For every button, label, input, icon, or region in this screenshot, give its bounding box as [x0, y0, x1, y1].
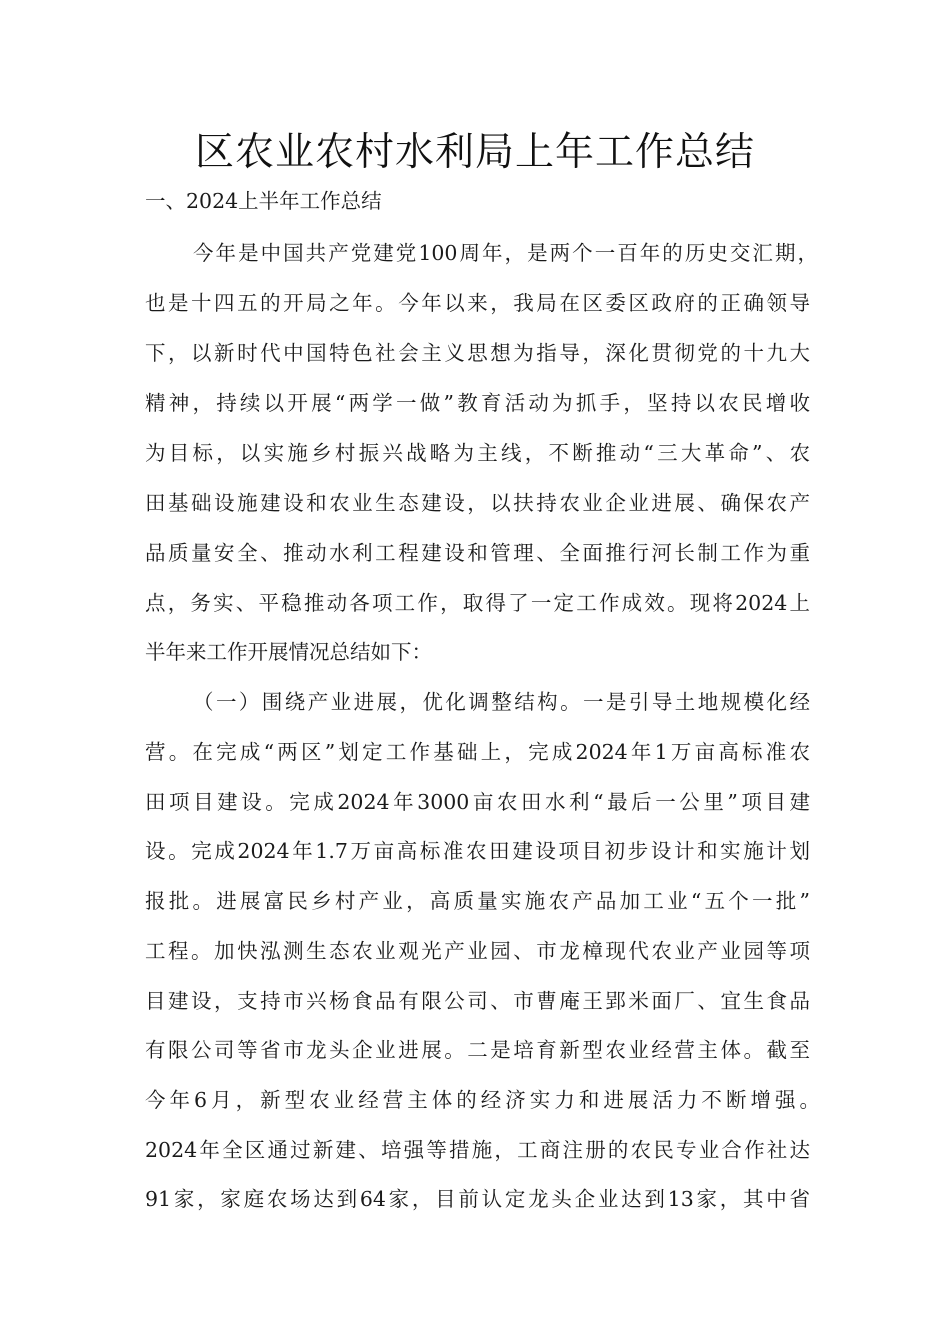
paragraph-line: 下，以新时代中国特色社会主义思想为指导，深化贯彻党的十九大: [145, 341, 810, 365]
paragraph-line: 也是十四五的开局之年。今年以来，我局在区委区政府的正确领导: [145, 291, 810, 315]
paragraph-line: 营。在完成“两区”划定工作基础上，完成2024年1万亩高标准农: [145, 740, 810, 764]
paragraph-line: 半年来工作开展情况总结如下：: [145, 640, 432, 664]
paragraph-line: 精神，持续以开展“两学一做”教育活动为抓手，坚持以农民增收: [145, 391, 810, 415]
paragraph-line: 目建设，支持市兴杨食品有限公司、市曹庵王郢米面厂、宜生食品: [145, 989, 810, 1013]
paragraph-line: 今年6月，新型农业经营主体的经济实力和进展活力不断增强。: [145, 1088, 820, 1112]
paragraph-line: 点，务实、平稳推动各项工作，取得了一定工作成效。现将2024上: [145, 591, 810, 615]
paragraph-line: 今年是中国共产党建党100周年，是两个一百年的历史交汇期，: [193, 241, 818, 265]
paragraph-line: 田项目建设。完成2024年3000亩农田水利“最后一公里”项目建: [145, 790, 810, 814]
paragraph-line: 工程。加快泓测生态农业观光产业园、市龙樟现代农业产业园等项: [145, 939, 810, 963]
paragraph-line: 为目标，以实施乡村振兴战略为主线，不断推动“三大革命”、农: [145, 441, 810, 465]
paragraph-line: 品质量安全、推动水利工程建设和管理、全面推行河长制工作为重: [145, 541, 810, 565]
paragraph-line: 91家，家庭农场达到64家，目前认定龙头企业达到13家，其中省: [145, 1187, 810, 1211]
paragraph-line: 设。完成2024年1.7万亩高标准农田建设项目初步设计和实施计划: [145, 839, 810, 863]
section-heading: 一、2024上半年工作总结: [145, 189, 382, 213]
paragraph-line: 田基础设施建设和农业生态建设，以扶持农业企业进展、确保农产: [145, 491, 810, 515]
paragraph-line: 有限公司等省市龙头企业进展。二是培育新型农业经营主体。截至: [145, 1038, 810, 1062]
paragraph-line: 报批。进展富民乡村产业，高质量实施农产品加工业“五个一批”: [145, 889, 810, 913]
paragraph-line: （一）围绕产业进展，优化调整结构。一是引导土地规模化经: [193, 690, 810, 714]
document-title: 区农业农村水利局上年工作总结: [194, 130, 755, 175]
paragraph-line: 2024年全区通过新建、培强等措施，工商注册的农民专业合作社达: [145, 1138, 810, 1162]
